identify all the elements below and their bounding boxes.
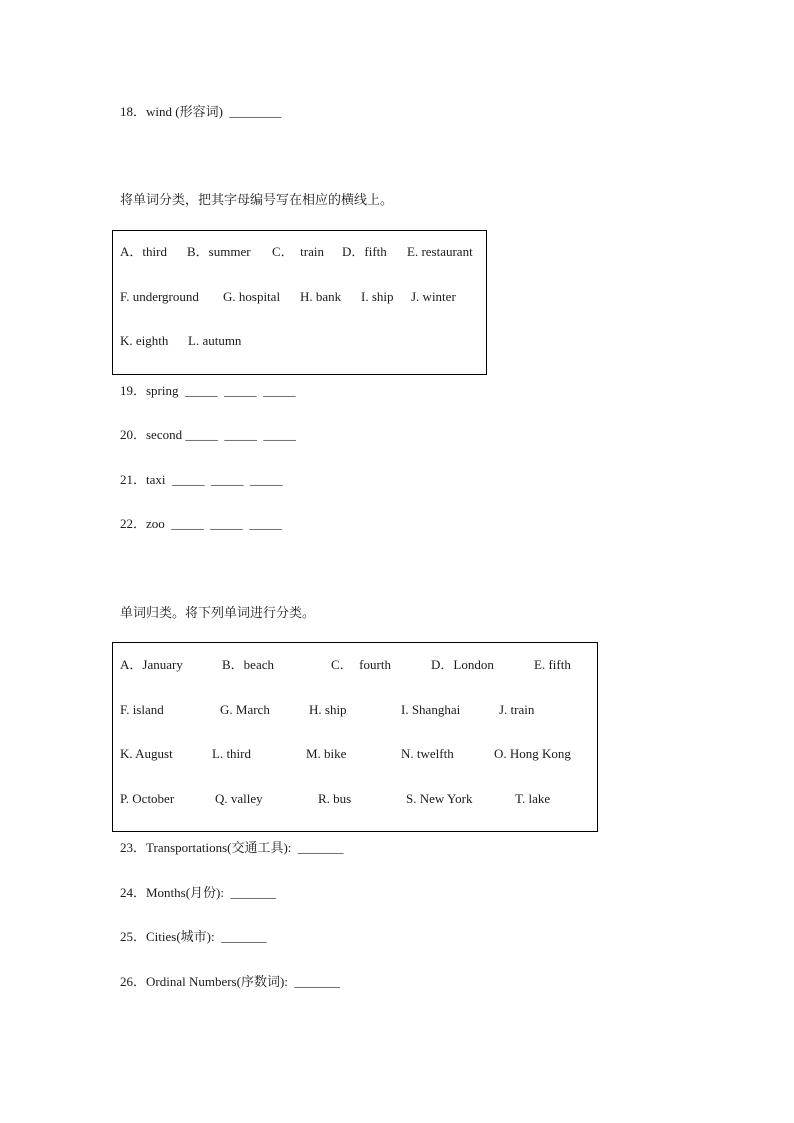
question-20: 20．second _____ _____ _____ [120,427,296,442]
option-d: D．fifth [342,244,387,259]
option-f: F. island [120,702,164,717]
option-n: N. twelfth [401,746,454,761]
option-k: K. eighth [120,333,169,348]
question-26: 26．Ordinal Numbers(序数词): _______ [120,974,340,989]
option-b: B．summer [187,244,251,259]
option-q: Q. valley [215,791,263,806]
question-25: 25．Cities(城市): _______ [120,929,267,944]
option-g: G. hospital [223,289,281,304]
option-j: J. winter [411,289,456,304]
option-f: F. underground [120,289,199,304]
option-r: R. bus [318,791,352,806]
section-1-heading: 将单词分类，把其字母编号写在相应的横线上。 [120,193,394,208]
option-c: C． train [272,244,324,259]
option-g: G. March [220,702,270,717]
section-2-heading: 单词归类。将下列单词进行分类。 [120,606,316,621]
option-h: H. bank [300,289,342,304]
option-t: T. lake [515,791,551,806]
question-19: 19．spring _____ _____ _____ [120,383,296,398]
option-m: M. bike [306,746,347,761]
question-23: 23．Transportations(交通工具): _______ [120,840,344,855]
option-i: I. Shanghai [401,702,461,717]
word-bank-1 [112,230,487,375]
option-l: L. autumn [188,333,242,348]
option-e: E. restaurant [407,244,473,259]
question-24: 24．Months(月份): _______ [120,885,277,900]
option-d: D．London [431,657,494,672]
option-p: P. October [120,791,175,806]
option-c: C． fourth [331,657,391,672]
option-e: E. fifth [534,657,571,672]
option-j: J. train [499,702,535,717]
question-21: 21．taxi _____ _____ _____ [120,472,283,487]
option-k: K. August [120,746,173,761]
option-b: B．beach [222,657,274,672]
option-l: L. third [212,746,251,761]
option-a: A．January [120,657,183,672]
option-o: O. Hong Kong [494,746,571,761]
option-i: I. ship [361,289,394,304]
option-a: A．third [120,244,167,259]
option-s: S. New York [406,791,473,806]
word-bank-2 [112,642,598,832]
question-22: 22．zoo _____ _____ _____ [120,516,282,531]
question-18: 18．wind (形容词) ________ [120,104,282,119]
option-h: H. ship [309,702,347,717]
